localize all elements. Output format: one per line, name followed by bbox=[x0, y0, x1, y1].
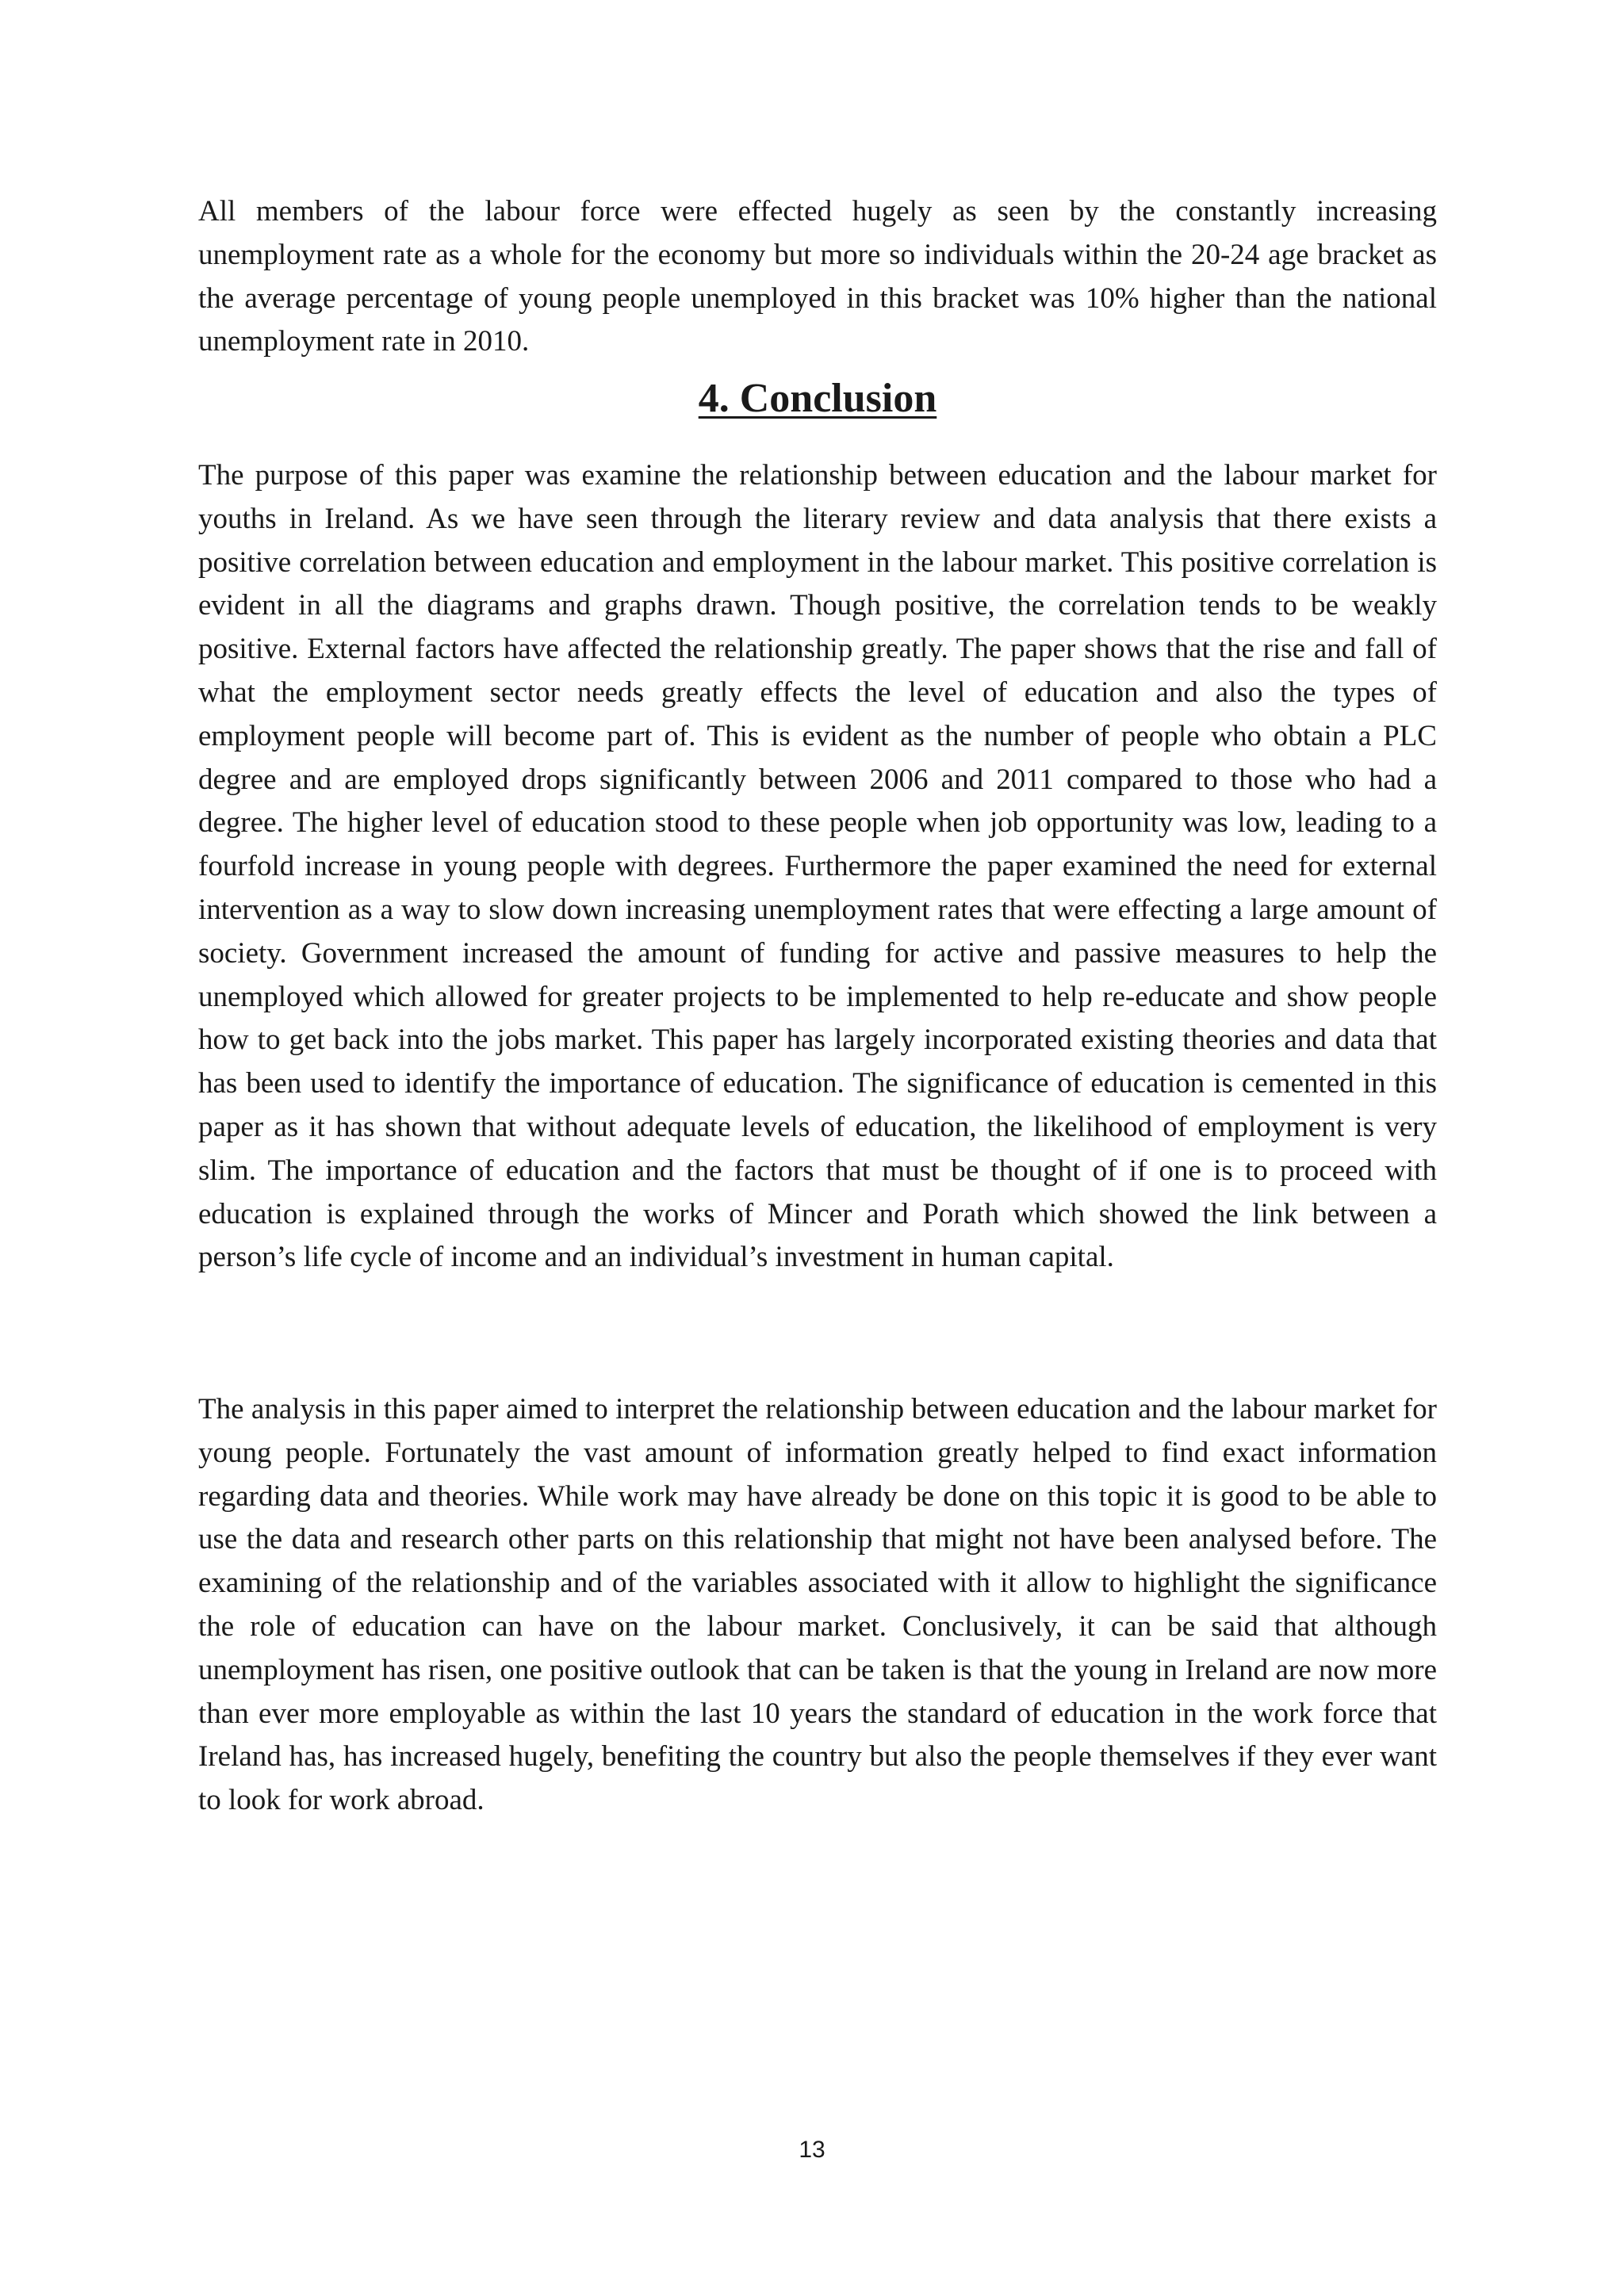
section-heading-conclusion: 4. Conclusion bbox=[698, 376, 937, 421]
conclusion-paragraph-1: The purpose of this paper was examine the relationship between education and the labour market for youths in Ireland. As we have seen through the literary review and data analysis that there exists a positive correlation between education and employment in the labour market. This positive correlation is evident in all the diagrams and graphs drawn. Though positive, the correlation tends to be weakly positive. External factors have affected the relationship greatly. The paper shows that the rise and fall of what the employment sector needs greatly effects the level of education and also the types of employment people will become part of. This is evident as the number of people who obtain a PLC degree and are employed drops significantly between 2006 and 2011 compared to those who had a degree. The higher level of education stood to these people when job opportunity was low, leading to a fourfold increase in young people with degrees. Furthermore the paper examined the need for external intervention as a way to slow down increasing unemployment rates that were effecting a large amount of society. Government increased the amount of funding for active and passive measures to help the unemployed which allowed for greater projects to be implemented to help re-educate and show people how to get back into the jobs market. This paper has largely incorporated existing theories and data that has been used to identify the importance of education. The significance of education is cemented in this paper as it has shown that without adequate levels of education, the likelihood of employment is very slim. The importance of education and the factors that must be thought of if one is to proceed with education is explained through the works of Mincer and Porath which showed the link between a person’s life cycle of income and an individual’s investment in human capital. bbox=[198, 459, 1437, 1274]
intro-paragraph: All members of the labour force were effected hugely as seen by the constantly increasing unemployment rate as a whole for the economy but more so individuals within the 20-24 age bracket as the average percentage of young people unemployed in this bracket was 10% higher than the national unemployment rate in 2010. bbox=[198, 195, 1437, 358]
conclusion-paragraph-2: The analysis in this paper aimed to interpret the relationship between education and the labour market for young people. Fortunately the vast amount of information greatly helped to find exact information regarding data and theories. While work may have already be done on this topic it is good to be able to use the data and research other parts on this relationship that might not have been analysed before. The examining of the relationship and of the variables associated with it allow to highlight the significance the role of education can have on the labour market. Conclusively, it can be said that although unemployment has risen, one positive outlook that can be taken is that the young in Ireland are now more than ever more employable as within the last 10 years the standard of education in the work force that Ireland has, has increased hugely, benefiting the country but also the people themselves if they ever want to look for work abroad. bbox=[198, 1393, 1437, 1817]
page-number: 13 bbox=[799, 2137, 825, 2163]
